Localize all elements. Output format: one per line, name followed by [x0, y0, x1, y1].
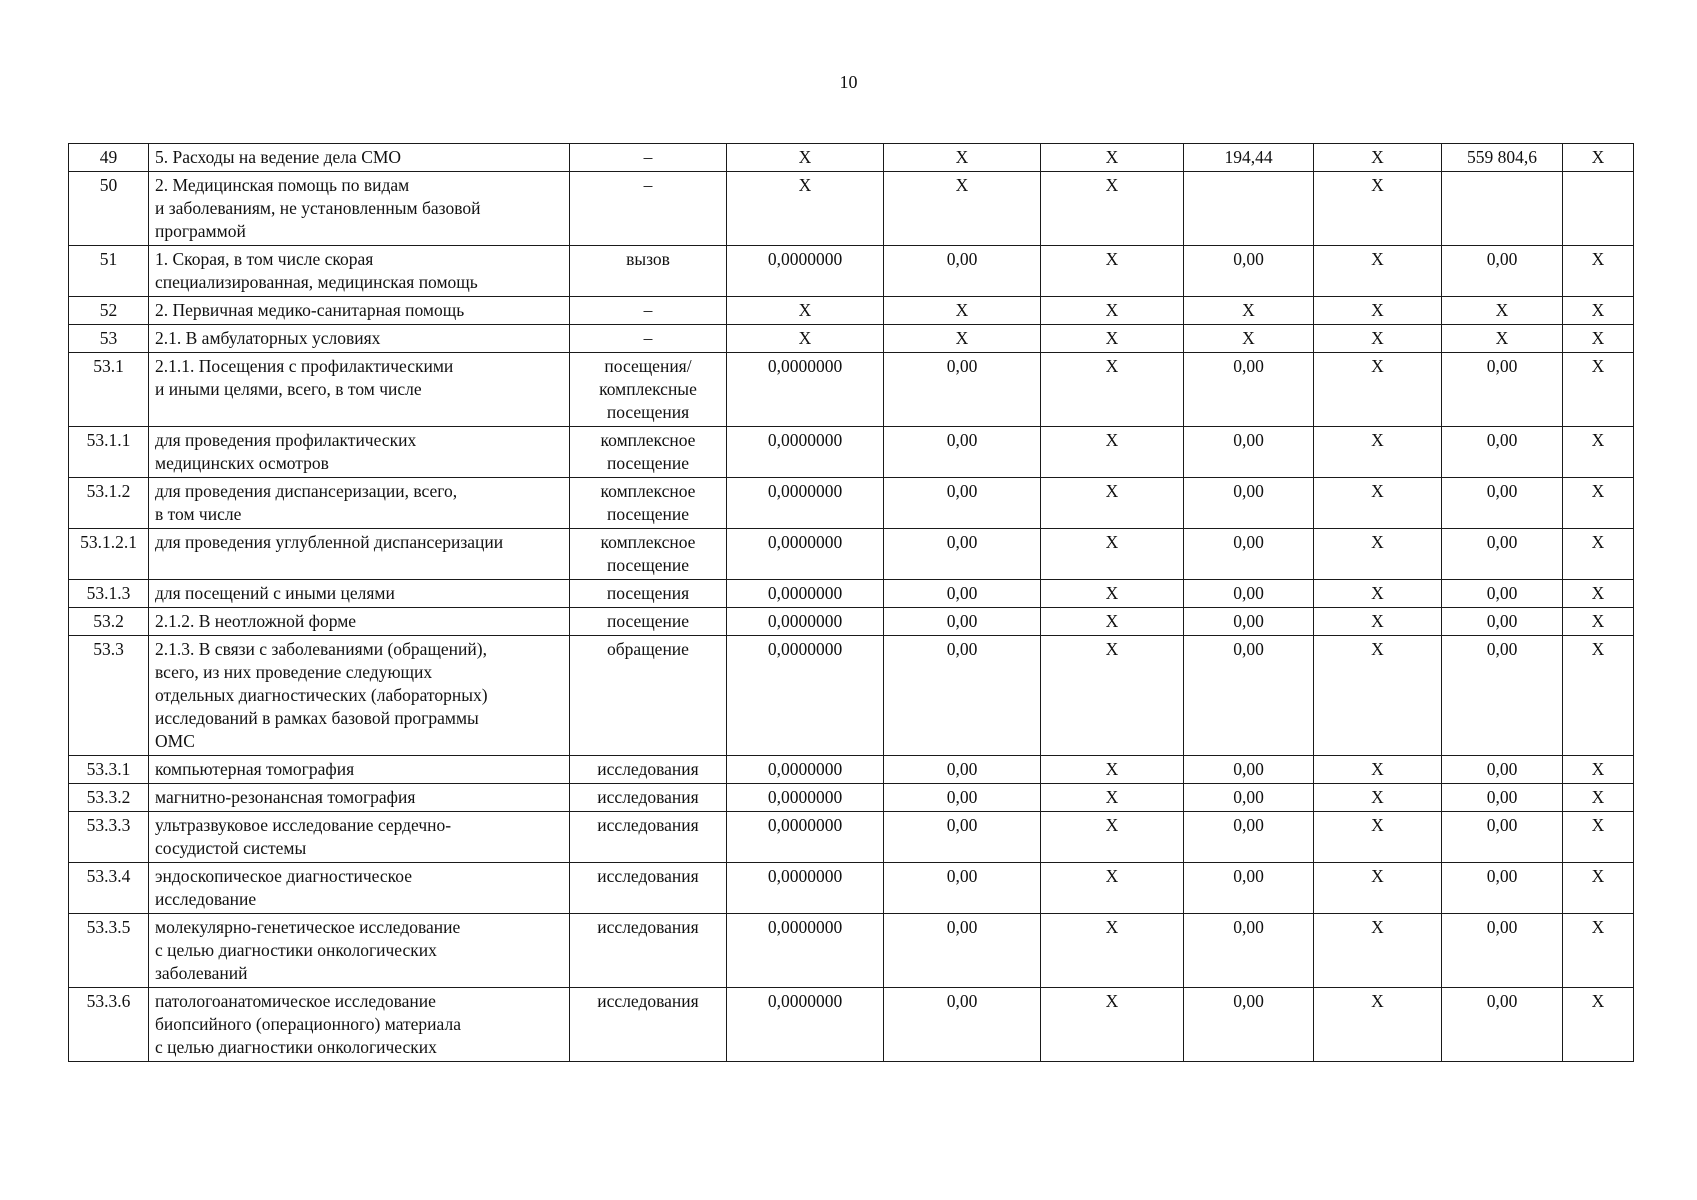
row-name-cell: магнитно-резонансная томография: [149, 784, 570, 812]
value-cell: Х: [727, 144, 884, 172]
row-number-cell: 53: [69, 325, 149, 353]
table-row: [69, 580, 1634, 608]
value-cell: 0,00: [884, 580, 1041, 608]
value-cell: 0,00: [1184, 478, 1314, 529]
table-row: [69, 478, 1634, 529]
value-cell: Х: [1563, 914, 1634, 988]
value-cell: Х: [1041, 863, 1184, 914]
unit-cell: –: [570, 325, 727, 353]
value-cell: 0,00: [1442, 353, 1563, 427]
value-cell: Х: [727, 297, 884, 325]
row-number-cell: 53.3.6: [69, 988, 149, 1062]
value-cell: 0,00: [1184, 914, 1314, 988]
value-cell: 0,0000000: [727, 427, 884, 478]
value-cell: [1563, 172, 1634, 246]
value-cell: Х: [1314, 325, 1442, 353]
value-cell: Х: [1314, 812, 1442, 863]
value-cell: [1442, 172, 1563, 246]
unit-cell: обращение: [570, 636, 727, 756]
table-row: [69, 325, 1634, 353]
value-cell: 0,00: [1442, 580, 1563, 608]
table-row: [69, 172, 1634, 246]
value-cell: Х: [1314, 529, 1442, 580]
value-cell: Х: [1314, 246, 1442, 297]
row-name-cell: для проведения диспансеризации, всего, в том числе: [149, 478, 570, 529]
value-cell: 0,00: [1184, 863, 1314, 914]
row-name-cell: для проведения профилактических медицинских осмотров: [149, 427, 570, 478]
value-cell: Х: [1563, 529, 1634, 580]
value-cell: Х: [1041, 608, 1184, 636]
row-name-cell: для посещений с иными целями: [149, 580, 570, 608]
value-cell: 0,0000000: [727, 580, 884, 608]
value-cell: 0,00: [1184, 756, 1314, 784]
value-cell: 0,00: [1442, 812, 1563, 863]
value-cell: 0,0000000: [727, 529, 884, 580]
value-cell: Х: [1563, 478, 1634, 529]
value-cell: Х: [1041, 144, 1184, 172]
value-cell: Х: [1563, 580, 1634, 608]
row-name-cell: для проведения углубленной диспансеризации: [149, 529, 570, 580]
value-cell: 0,00: [1184, 580, 1314, 608]
value-cell: Х: [1041, 246, 1184, 297]
value-cell: Х: [884, 144, 1041, 172]
value-cell: 0,00: [1184, 427, 1314, 478]
row-name-cell: молекулярно-генетическое исследование с целью диагностики онкологических заболеваний: [149, 914, 570, 988]
value-cell: 0,00: [1442, 756, 1563, 784]
row-name-cell: 2.1.1. Посещения с профилактическими и иными целями, всего, в том числе: [149, 353, 570, 427]
unit-cell: исследования: [570, 784, 727, 812]
value-cell: 0,00: [1442, 988, 1563, 1062]
value-cell: 0,00: [884, 756, 1041, 784]
row-name-cell: эндоскопическое диагностическое исследование: [149, 863, 570, 914]
value-cell: 0,00: [1184, 784, 1314, 812]
table-row: [69, 914, 1634, 988]
value-cell: 0,0000000: [727, 636, 884, 756]
value-cell: Х: [1563, 608, 1634, 636]
value-cell: Х: [1314, 863, 1442, 914]
value-cell: Х: [1442, 325, 1563, 353]
value-cell: 0,00: [884, 812, 1041, 863]
unit-cell: посещение: [570, 608, 727, 636]
value-cell: Х: [1314, 144, 1442, 172]
unit-cell: комплексное посещение: [570, 529, 727, 580]
value-cell: Х: [1041, 636, 1184, 756]
unit-cell: исследования: [570, 756, 727, 784]
unit-cell: –: [570, 144, 727, 172]
value-cell: 0,00: [1442, 863, 1563, 914]
value-cell: Х: [1041, 325, 1184, 353]
row-number-cell: 53.3.1: [69, 756, 149, 784]
page-number: 10: [839, 72, 858, 92]
value-cell: Х: [1314, 172, 1442, 246]
value-cell: 0,00: [1184, 608, 1314, 636]
value-cell: Х: [1442, 297, 1563, 325]
unit-cell: вызов: [570, 246, 727, 297]
row-number-cell: 53.1.1: [69, 427, 149, 478]
table-row: [69, 353, 1634, 427]
value-cell: Х: [727, 325, 884, 353]
unit-cell: посещения: [570, 580, 727, 608]
table-row: [69, 608, 1634, 636]
row-name-cell: 2. Медицинская помощь по видам и заболеваниям, не установленным базовой программой: [149, 172, 570, 246]
value-cell: 0,0000000: [727, 784, 884, 812]
unit-cell: посещения/ комплексные посещения: [570, 353, 727, 427]
value-cell: Х: [1563, 325, 1634, 353]
value-cell: Х: [1041, 988, 1184, 1062]
value-cell: 0,00: [1184, 636, 1314, 756]
value-cell: Х: [1041, 529, 1184, 580]
value-cell: 0,00: [1184, 988, 1314, 1062]
value-cell: Х: [1563, 784, 1634, 812]
value-cell: Х: [1563, 863, 1634, 914]
row-number-cell: 53.3.2: [69, 784, 149, 812]
value-cell: Х: [1563, 427, 1634, 478]
value-cell: 0,0000000: [727, 353, 884, 427]
row-number-cell: 49: [69, 144, 149, 172]
unit-cell: –: [570, 172, 727, 246]
value-cell: 0,00: [1184, 812, 1314, 863]
value-cell: Х: [1041, 756, 1184, 784]
value-cell: Х: [1314, 636, 1442, 756]
unit-cell: исследования: [570, 988, 727, 1062]
value-cell: Х: [1563, 353, 1634, 427]
row-number-cell: 53.1.2.1: [69, 529, 149, 580]
value-cell: Х: [1041, 297, 1184, 325]
row-number-cell: 51: [69, 246, 149, 297]
value-cell: Х: [1314, 988, 1442, 1062]
value-cell: 0,00: [884, 914, 1041, 988]
value-cell: Х: [1314, 914, 1442, 988]
value-cell: Х: [1563, 636, 1634, 756]
value-cell: 0,00: [884, 988, 1041, 1062]
table-row: [69, 756, 1634, 784]
value-cell: Х: [1563, 988, 1634, 1062]
row-name-cell: 2.1. В амбулаторных условиях: [149, 325, 570, 353]
table-body: [69, 144, 1634, 1062]
value-cell: 0,0000000: [727, 914, 884, 988]
row-name-cell: 5. Расходы на ведение дела СМО: [149, 144, 570, 172]
value-cell: 0,00: [1442, 478, 1563, 529]
table-row: [69, 297, 1634, 325]
value-cell: Х: [1184, 325, 1314, 353]
value-cell: 0,00: [884, 427, 1041, 478]
value-cell: Х: [1041, 427, 1184, 478]
row-number-cell: 52: [69, 297, 149, 325]
value-cell: 0,00: [1442, 914, 1563, 988]
unit-cell: исследования: [570, 863, 727, 914]
value-cell: 0,0000000: [727, 988, 884, 1062]
value-cell: 0,00: [884, 246, 1041, 297]
value-cell: Х: [1041, 784, 1184, 812]
unit-cell: исследования: [570, 914, 727, 988]
value-cell: Х: [884, 325, 1041, 353]
value-cell: 0,00: [1442, 529, 1563, 580]
data-table: [68, 143, 1634, 1062]
value-cell: 0,0000000: [727, 246, 884, 297]
row-name-cell: компьютерная томография: [149, 756, 570, 784]
value-cell: Х: [1314, 784, 1442, 812]
value-cell: 559 804,6: [1442, 144, 1563, 172]
value-cell: Х: [1314, 297, 1442, 325]
value-cell: 0,00: [1442, 636, 1563, 756]
value-cell: Х: [1314, 756, 1442, 784]
value-cell: Х: [1041, 914, 1184, 988]
row-number-cell: 53.3.3: [69, 812, 149, 863]
value-cell: 0,00: [884, 863, 1041, 914]
row-name-cell: патологоанатомическое исследование биопсийного (операционного) материала с целью диагностики онкологических: [149, 988, 570, 1062]
table-row: [69, 784, 1634, 812]
value-cell: 0,00: [1442, 608, 1563, 636]
unit-cell: исследования: [570, 812, 727, 863]
value-cell: [1184, 172, 1314, 246]
row-name-cell: 2.1.2. В неотложной форме: [149, 608, 570, 636]
value-cell: Х: [1563, 246, 1634, 297]
value-cell: Х: [1184, 297, 1314, 325]
value-cell: 0,00: [884, 608, 1041, 636]
row-name-cell: 2. Первичная медико-санитарная помощь: [149, 297, 570, 325]
value-cell: Х: [1563, 144, 1634, 172]
value-cell: 0,00: [1184, 353, 1314, 427]
row-number-cell: 50: [69, 172, 149, 246]
value-cell: Х: [1563, 297, 1634, 325]
row-name-cell: 1. Скорая, в том числе скорая специализированная, медицинская помощь: [149, 246, 570, 297]
row-number-cell: 53.3.4: [69, 863, 149, 914]
value-cell: Х: [727, 172, 884, 246]
row-name-cell: ультразвуковое исследование сердечно- сосудистой системы: [149, 812, 570, 863]
value-cell: 0,00: [1442, 246, 1563, 297]
value-cell: 0,00: [884, 478, 1041, 529]
value-cell: 0,00: [884, 529, 1041, 580]
table-row: [69, 636, 1634, 756]
value-cell: 0,0000000: [727, 478, 884, 529]
table-row: [69, 246, 1634, 297]
value-cell: 0,00: [1184, 529, 1314, 580]
value-cell: Х: [1041, 478, 1184, 529]
value-cell: Х: [1314, 353, 1442, 427]
value-cell: 194,44: [1184, 144, 1314, 172]
row-number-cell: 53.1.2: [69, 478, 149, 529]
table-row: [69, 863, 1634, 914]
value-cell: 0,00: [884, 784, 1041, 812]
value-cell: 0,0000000: [727, 756, 884, 784]
value-cell: Х: [884, 172, 1041, 246]
row-number-cell: 53.3.5: [69, 914, 149, 988]
value-cell: Х: [1563, 812, 1634, 863]
table-row: [69, 529, 1634, 580]
value-cell: 0,00: [884, 353, 1041, 427]
row-number-cell: 53.1: [69, 353, 149, 427]
value-cell: 0,00: [1442, 784, 1563, 812]
row-number-cell: 53.2: [69, 608, 149, 636]
table-row: [69, 988, 1634, 1062]
value-cell: 0,00: [1442, 427, 1563, 478]
table-row: [69, 812, 1634, 863]
value-cell: Х: [1041, 353, 1184, 427]
value-cell: Х: [1041, 812, 1184, 863]
value-cell: 0,0000000: [727, 863, 884, 914]
value-cell: Х: [1041, 580, 1184, 608]
value-cell: Х: [1314, 580, 1442, 608]
unit-cell: –: [570, 297, 727, 325]
unit-cell: комплексное посещение: [570, 427, 727, 478]
unit-cell: комплексное посещение: [570, 478, 727, 529]
value-cell: 0,00: [1184, 246, 1314, 297]
value-cell: Х: [1041, 172, 1184, 246]
row-number-cell: 53.1.3: [69, 580, 149, 608]
table-row: [69, 144, 1634, 172]
row-name-cell: 2.1.3. В связи с заболеваниями (обращений), всего, из них проведение следующих отдельных диагностических (лабораторных) исследований в рамках базовой программы ОМС: [149, 636, 570, 756]
table-row: [69, 427, 1634, 478]
value-cell: 0,00: [884, 636, 1041, 756]
value-cell: Х: [884, 297, 1041, 325]
value-cell: 0,0000000: [727, 812, 884, 863]
value-cell: 0,0000000: [727, 608, 884, 636]
value-cell: Х: [1563, 756, 1634, 784]
value-cell: Х: [1314, 608, 1442, 636]
value-cell: Х: [1314, 478, 1442, 529]
value-cell: Х: [1314, 427, 1442, 478]
row-number-cell: 53.3: [69, 636, 149, 756]
